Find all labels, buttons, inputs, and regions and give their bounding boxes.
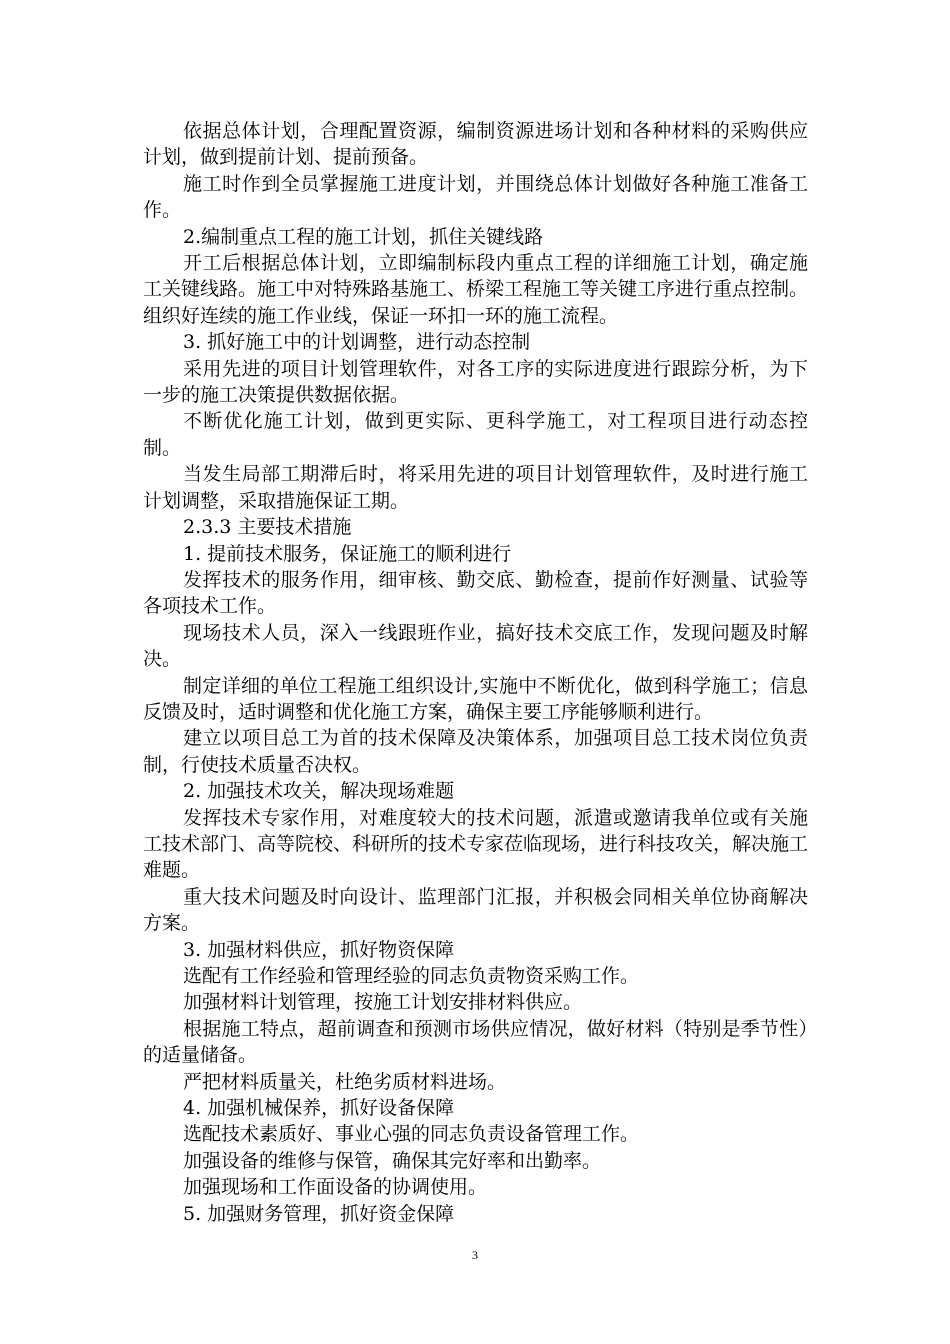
paragraph: 重大技术问题及时向设计、监理部门汇报，并积极会同相关单位协商解决方案。 [143, 885, 808, 935]
paragraph: 发挥技术的服务作用，细审核、勤交底、勤检查，提前作好测量、试验等各项技术工作。 [143, 568, 808, 618]
section-heading: 3. 加强材料供应，抓好物资保障 [183, 938, 455, 961]
paragraph: 当发生局部工期滞后时，将采用先进的项目计划管理软件，及时进行施工计划调整，采取措施保证工期。 [143, 463, 808, 512]
document-body [143, 118, 808, 1227]
paragraph: 现场技术人员，深入一线跟班作业，搞好技术交底工作，发现问题及时解决。 [143, 621, 808, 671]
section-heading: 5. 加强财务管理，抓好资金保障 [183, 1202, 455, 1225]
paragraph: 加强设备的维修与保管，确保其完好率和出勤率。 [183, 1149, 602, 1172]
page-number: 3 [472, 1248, 478, 1262]
paragraph: 发挥技术专家作用，对难度较大的技术问题，派遣或邀请我单位或有关施工技术部门、高等院校、科研所的技术专家莅临现场，进行科技攻关，解决施工难题。 [143, 806, 809, 882]
section-heading: 3. 抓好施工中的计划调整，进行动态控制 [183, 331, 531, 354]
paragraph: 根据施工特点，超前调查和预测市场供应情况，做好材料（特别是季节性）的适量储备。 [143, 1017, 808, 1067]
paragraph: 加强材料计划管理，按施工计划安排材料供应。 [183, 991, 583, 1014]
section-heading: 1. 提前技术服务，保证施工的顺利进行 [183, 542, 512, 565]
section-heading: 2.3.3 主要技术措施 [183, 516, 352, 539]
paragraph: 施工时作到全员掌握施工进度计划，并围绕总体计划做好各种施工准备工作。 [143, 172, 808, 222]
section-heading: 4. 加强机械保养，抓好设备保障 [183, 1097, 455, 1120]
paragraph: 建立以项目总工为首的技术保障及决策体系，加强项目总工技术岗位负责制，行使技术质量否决权。 [143, 727, 808, 776]
paragraph: 开工后根据总体计划，立即编制标段内重点工程的详细施工计划，确定施工关键线路。施工中对特殊路基施工、桥梁工程施工等关键工序进行重点控制。组织好连续的施工作业线，保证一环扣一环的施工流程。 [143, 252, 809, 327]
section-heading: 2.编制重点工程的施工计划，抓住关键线路 [183, 225, 544, 248]
paragraph: 依据总体计划，合理配置资源，编制资源进场计划和各种材料的采购供应计划，做到提前计划、提前预备。 [143, 120, 808, 169]
paragraph: 严把材料质量关，杜绝劣质材料进场。 [183, 1070, 507, 1093]
paragraph: 选配有工作经验和管理经验的同志负责物资采购工作。 [183, 965, 640, 987]
paragraph: 选配技术素质好、事业心强的同志负责设备管理工作。 [183, 1123, 640, 1146]
paragraph: 不断优化施工计划，做到更实际、更科学施工，对工程项目进行动态控制。 [143, 410, 808, 459]
paragraph: 制定详细的单位工程施工组织设计,实施中不断优化，做到科学施工；信息反馈及时，适时调整和优化施工方案，确保主要工序能够顺利进行。 [143, 674, 808, 723]
paragraph: 采用先进的项目计划管理软件，对各工序的实际进度进行跟踪分析，为下一步的施工决策提供数据依据。 [143, 357, 808, 407]
paragraph: 加强现场和工作面设备的协调使用。 [183, 1176, 488, 1199]
section-heading: 2. 加强技术攻关，解决现场难题 [183, 780, 455, 803]
